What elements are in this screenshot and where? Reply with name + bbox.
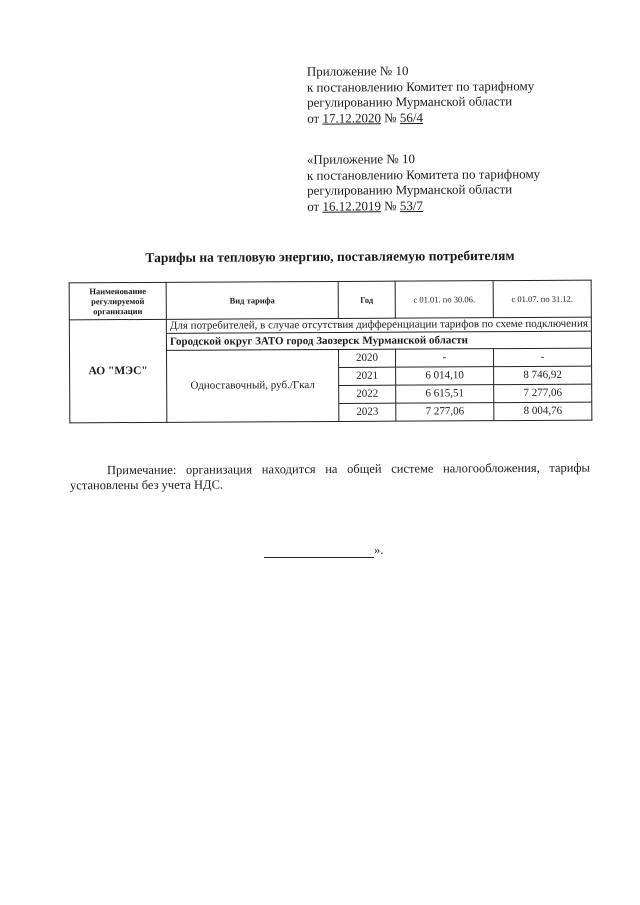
blank-underline — [264, 545, 374, 558]
appendix-date: 17.12.2020 — [322, 109, 381, 126]
date-prefix: от — [307, 198, 323, 214]
appendix-number: 53/7 — [399, 197, 424, 213]
year-cell: 2021 — [339, 367, 396, 385]
value-cell-period-2: 7 277,06 — [494, 384, 592, 403]
appendix-header-previous — [307, 150, 541, 214]
year-cell: 2023 — [339, 403, 396, 421]
tariff-type-cell: Одноставочный, руб./Гкал — [166, 349, 338, 422]
closing-line — [264, 543, 383, 558]
value-cell-period-2: 8 004,76 — [494, 402, 592, 421]
appendix-header-current — [307, 62, 535, 126]
table-header-row — [69, 280, 591, 320]
value-cell-period-1: 7 277,06 — [396, 402, 494, 421]
date-prefix: от — [307, 110, 323, 126]
appendix-date-line — [307, 109, 534, 126]
area-cell: Городской округ ЗАТО город Заозерск Мурманской области — [166, 331, 591, 350]
consumer-note-cell: Для потребителей, в случае отсутствия дифференциации тарифов по схеме подключения — [166, 317, 591, 333]
appendix-number: 56/4 — [399, 109, 424, 125]
appendix-line: «Приложение № 10 — [306, 151, 416, 167]
value-cell-period-2: 8 746,92 — [494, 366, 592, 385]
header-period-2: с 01.07. по 31.12. — [493, 280, 591, 318]
value-cell-period-1: - — [395, 348, 493, 367]
year-cell: 2020 — [338, 349, 395, 367]
year-cell: 2022 — [339, 385, 396, 403]
value-cell-period-1: 6 014,10 — [396, 366, 494, 385]
document-title: Тарифы на тепловую энергию, поставляемую потребителям — [145, 247, 515, 266]
number-prefix: № — [380, 197, 400, 213]
appendix-line: регулированию Мурманской области — [307, 181, 513, 198]
appendix-date: 16.12.2019 — [322, 197, 381, 214]
appendix-date-line — [307, 197, 540, 214]
header-period-1: с 01.01. по 30.06. — [395, 281, 493, 319]
header-org: Наименование регулируемой организации — [69, 282, 166, 320]
number-prefix: № — [380, 109, 400, 125]
appendix-line: к постановлению Комитета по тарифному — [306, 165, 541, 183]
appendix-line: регулированию Мурманской области — [307, 93, 513, 110]
closing-quote: ». — [374, 543, 384, 557]
header-tariff-type: Вид тарифа — [166, 281, 338, 319]
appendix-line: к постановлению Комитет по тарифному — [306, 77, 535, 95]
remark-paragraph: Примечание: организация находится на общей системе налогообложения, тарифы установлены без учета НДС. — [70, 460, 590, 493]
header-year: Год — [338, 281, 395, 318]
organization-cell: АО "МЭС" — [69, 319, 167, 422]
value-cell-period-2: - — [493, 348, 591, 367]
appendix-line: Приложение № 10 — [306, 63, 409, 79]
tariff-table — [69, 280, 593, 423]
value-cell-period-1: 6 615,51 — [396, 384, 494, 403]
